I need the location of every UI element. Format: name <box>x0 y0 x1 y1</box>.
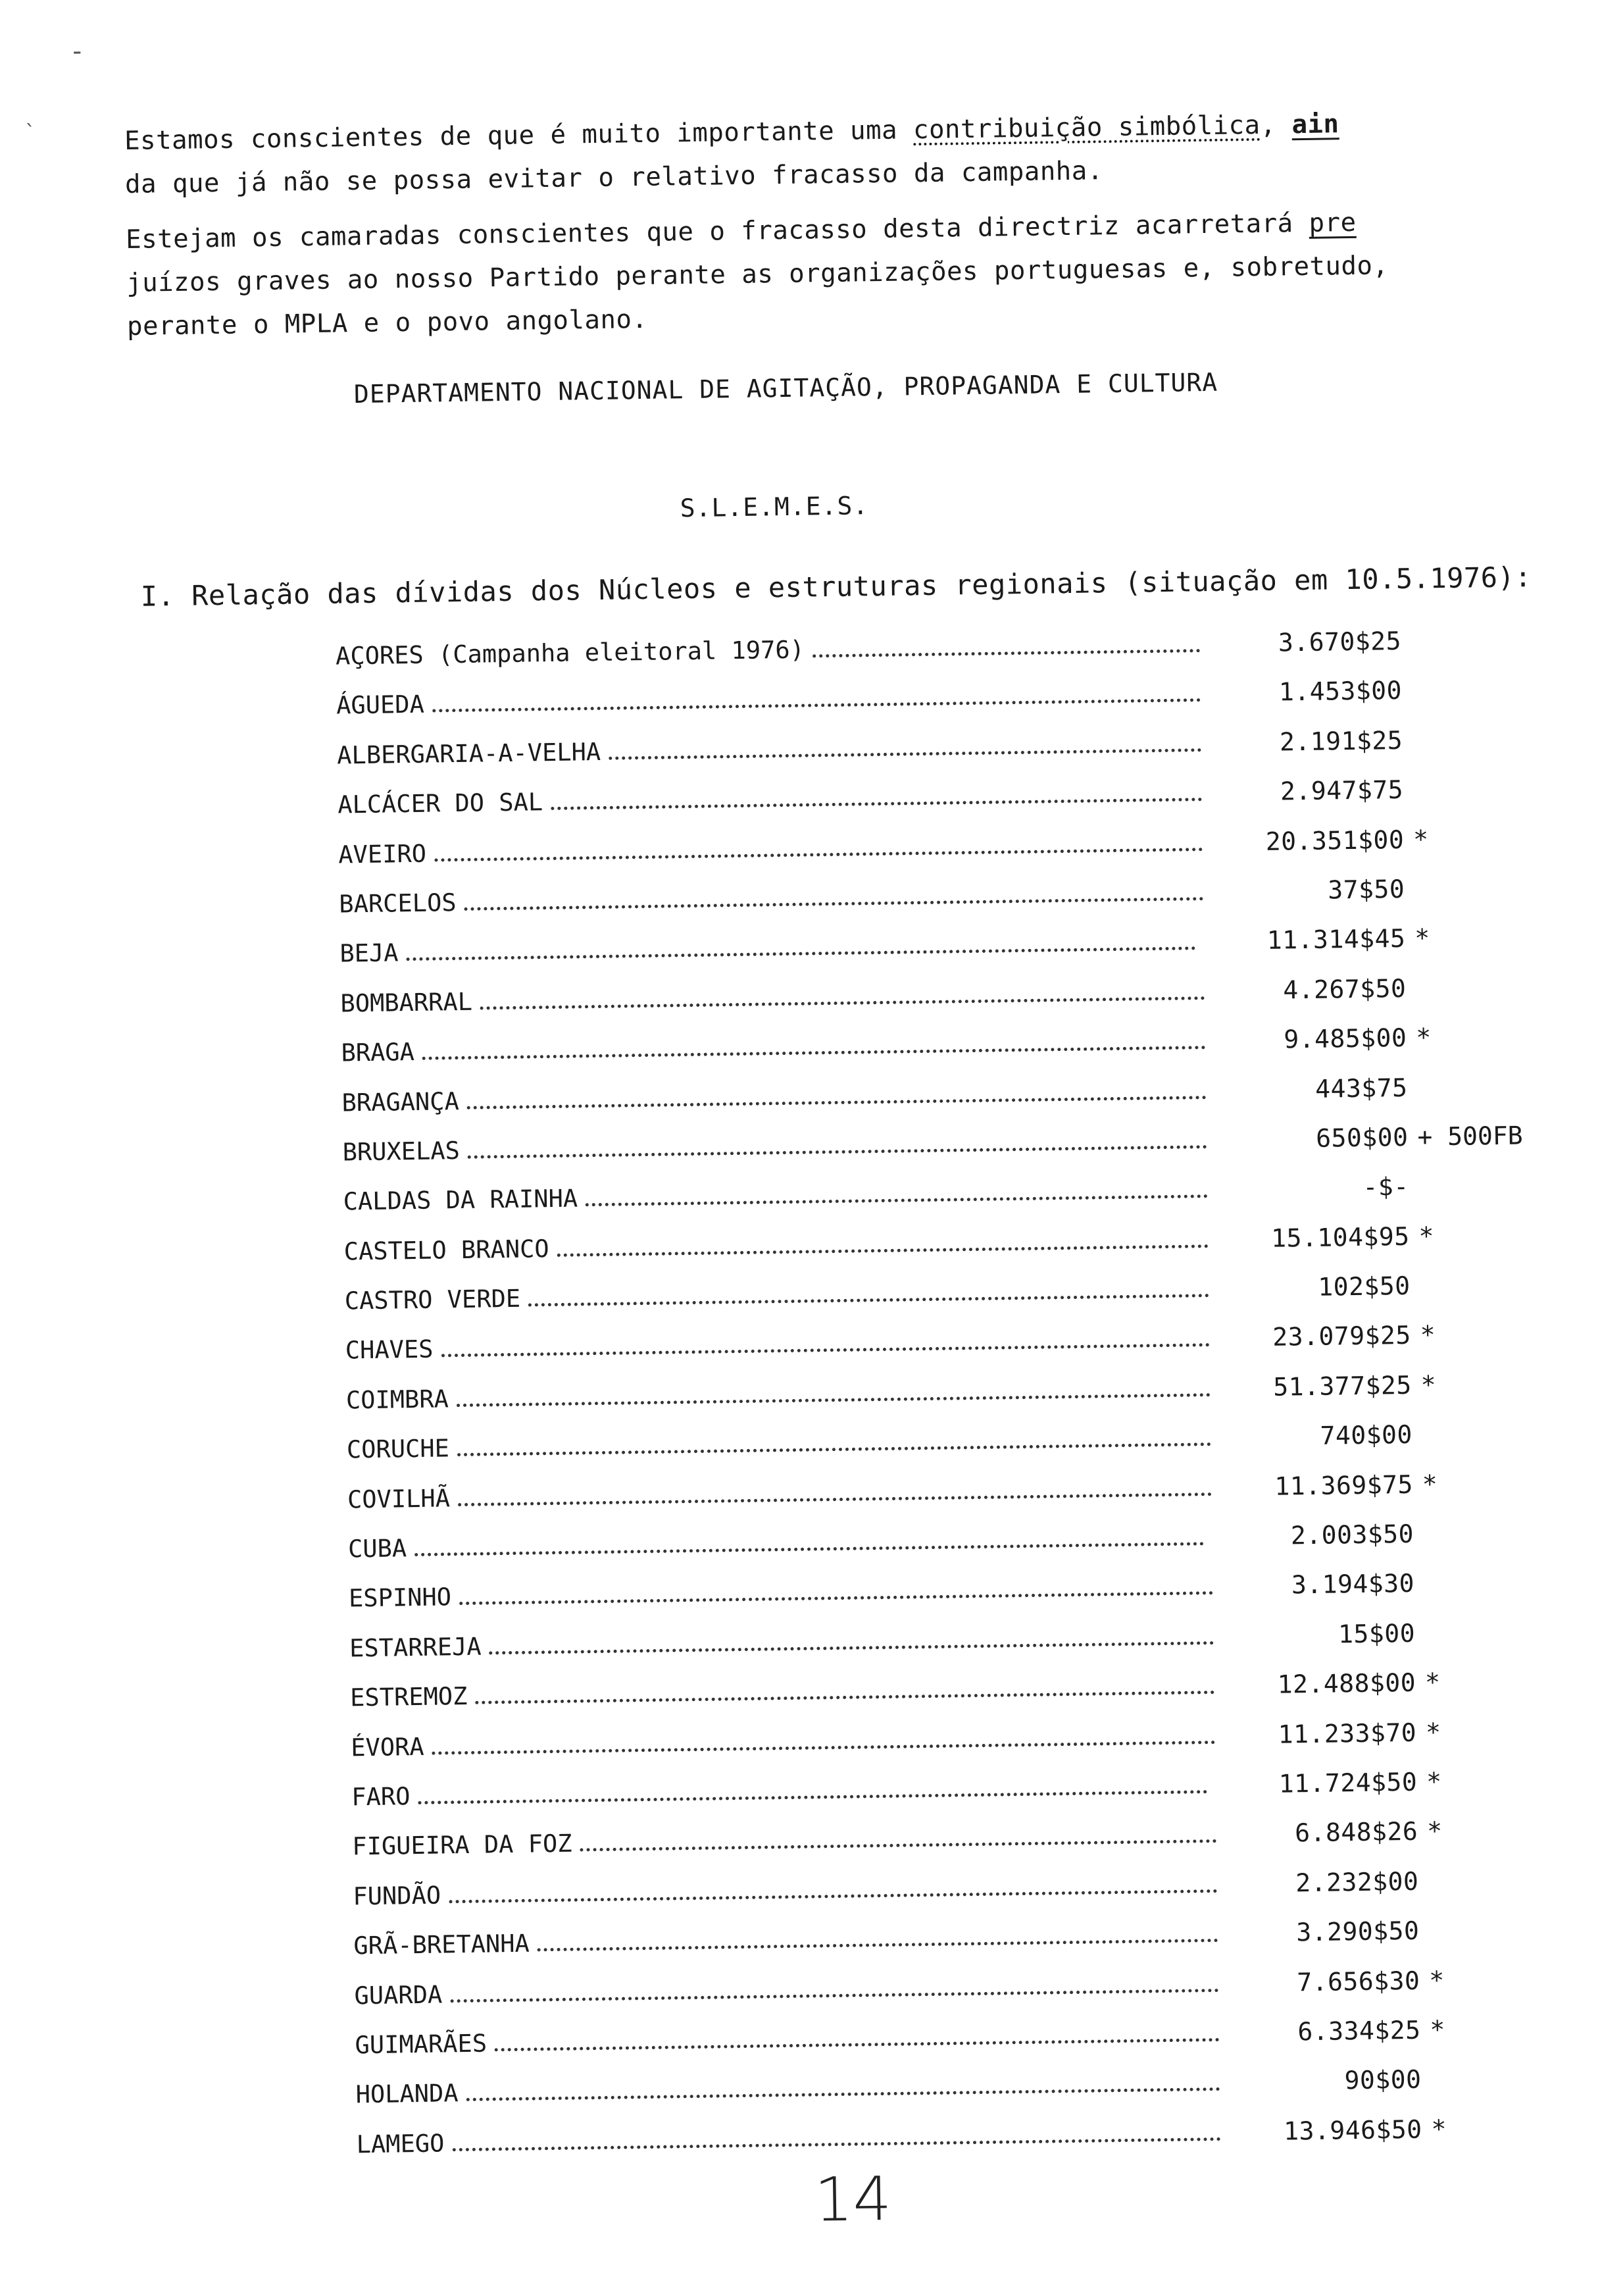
debt-nucleus-name: ESTARREJA <box>349 1632 482 1663</box>
debt-mark <box>1412 1442 1514 1443</box>
debt-mark <box>1408 1094 1509 1096</box>
debt-amount: 3.290$50 <box>1296 1916 1420 1947</box>
debt-nucleus-name: FIGUEIRA DA FOZ <box>352 1829 572 1861</box>
debt-nucleus-name: GRÃ-BRETANHA <box>353 1929 530 1960</box>
dot-leader <box>586 1194 1208 1206</box>
debt-nucleus-name: AVEIRO <box>338 839 427 869</box>
debt-nucleus-name: COIMBRA <box>345 1385 449 1415</box>
debt-mark <box>1420 1938 1521 1939</box>
debt-nucleus-name: BARCELOS <box>339 888 457 919</box>
debt-nucleus-name: BRAGA <box>341 1038 415 1067</box>
debt-amount: 13.946$50 <box>1283 2114 1422 2146</box>
debt-amount: 11.724$50 <box>1278 1767 1418 1799</box>
debt-mark: * <box>1426 1816 1443 1846</box>
dot-leader <box>464 897 1204 911</box>
section-title: I. Relação das dívidas dos Núcleos e estruturas regionais (situação em 10.5.1976): <box>140 561 1532 613</box>
debt-mark: * <box>1426 1767 1442 1797</box>
dot-leader <box>538 1939 1218 1951</box>
debt-mark: * <box>1412 824 1429 854</box>
debt-amount: 15.104$95 <box>1270 1221 1410 1253</box>
debt-name-block <box>336 630 1204 671</box>
dot-leader <box>459 1591 1213 1605</box>
debt-amount: 443$75 <box>1314 1073 1408 1104</box>
debt-mark <box>1405 896 1506 898</box>
dot-leader <box>480 996 1205 1009</box>
debt-nucleus-name: HOLANDA <box>355 2079 459 2109</box>
dot-leader <box>457 1393 1211 1407</box>
debt-mark <box>1402 698 1503 699</box>
p1-line2: da que já não se possa evitar o relativo fracasso da campanha. <box>124 156 1104 199</box>
debt-amount: 2.191$25 <box>1279 725 1403 757</box>
dot-leader <box>476 1691 1215 1704</box>
debt-mark: * <box>1418 1221 1434 1251</box>
debt-mark: * <box>1420 1320 1436 1350</box>
debt-amount: 3.670$25 <box>1278 626 1402 657</box>
p2-line1-end: pre <box>1309 207 1357 238</box>
debt-nucleus-name: ESPINHO <box>348 1583 452 1613</box>
dot-leader <box>528 1294 1209 1306</box>
dot-leader <box>450 1989 1218 2003</box>
intro-paragraph-1 <box>124 101 1455 207</box>
debt-mark: * <box>1429 1965 1445 1995</box>
margin-mark-tick: ` <box>24 120 37 145</box>
dot-leader <box>449 1889 1217 1903</box>
dot-leader <box>458 1492 1212 1506</box>
debt-nucleus-name: CASTELO BRANCO <box>343 1234 549 1266</box>
debt-mark <box>1403 748 1504 749</box>
debt-nucleus-name: CORUCHE <box>346 1434 450 1464</box>
debt-mark: * <box>1416 1023 1432 1052</box>
dot-leader <box>813 649 1200 657</box>
debts-list <box>336 625 1541 2179</box>
debt-mark: * <box>1420 1370 1436 1400</box>
debt-nucleus-name: LAMEGO <box>356 2129 445 2159</box>
debt-mark: * <box>1414 923 1430 954</box>
dot-leader <box>580 1839 1217 1852</box>
dot-leader <box>414 1542 1204 1556</box>
dot-leader <box>489 1641 1214 1654</box>
debt-amount: 2.947$75 <box>1280 775 1404 806</box>
dot-leader <box>441 1344 1210 1358</box>
debt-amount: 11.369$75 <box>1274 1469 1414 1501</box>
debt-nucleus-name: BEJA <box>339 938 399 968</box>
p2-line2: juízos graves ao nosso Partido perante as organizações portuguesas e, sobretudo, <box>126 251 1389 298</box>
debt-nucleus-name: GUIMARÃES <box>355 2029 488 2060</box>
dot-leader <box>466 2087 1220 2101</box>
dot-leader <box>457 1442 1211 1456</box>
debt-mark <box>1422 2087 1523 2088</box>
dot-leader <box>609 748 1201 760</box>
dot-leader <box>422 1046 1206 1060</box>
dot-leader <box>557 1244 1209 1257</box>
intro-paragraph-2 <box>126 200 1457 349</box>
debt-amount: 2.232$00 <box>1295 1866 1419 1898</box>
dot-leader <box>551 798 1202 810</box>
debt-amount: 51.377$25 <box>1273 1370 1412 1402</box>
debt-amount: 3.194$30 <box>1291 1569 1415 1600</box>
debt-nucleus-name: ÁGUEDA <box>336 690 425 720</box>
debt-nucleus-name: CUBA <box>347 1534 407 1564</box>
debt-mark <box>1414 1541 1515 1543</box>
margin-mark-dash: - <box>68 36 86 67</box>
debt-mark: * <box>1422 1469 1438 1499</box>
debt-amount: 4.267$50 <box>1283 973 1407 1005</box>
debt-mark <box>1403 797 1505 798</box>
debt-amount: 11.233$70 <box>1278 1718 1417 1749</box>
debt-nucleus-name: BRUXELAS <box>342 1136 461 1167</box>
debt-amount: 20.351$00 <box>1265 825 1405 856</box>
debt-amount: 23.079$25 <box>1272 1321 1411 1352</box>
p1-line1-end: ain <box>1291 109 1339 140</box>
debt-mark <box>1411 1293 1512 1294</box>
debt-amount: 7.656$30 <box>1297 1966 1420 1997</box>
debt-nucleus-name: AÇORES (Campanha eleitoral 1976) <box>335 635 805 671</box>
dot-leader <box>418 1790 1208 1804</box>
debt-amount: 12.488$00 <box>1277 1668 1416 1699</box>
debt-nucleus-name: CALDAS DA RAINHA <box>343 1184 578 1216</box>
p1-line1-post: , <box>1260 110 1292 140</box>
dot-leader <box>452 2137 1220 2151</box>
debt-nucleus-name: ESTREMOZ <box>349 1682 468 1712</box>
debt-mark <box>1401 648 1503 650</box>
dot-leader <box>432 1741 1216 1755</box>
debt-mark <box>1414 1591 1516 1592</box>
debt-nucleus-name: GUARDA <box>354 1980 443 2010</box>
debt-nucleus-name: ÉVORA <box>350 1732 424 1762</box>
debt-nucleus-name: FARO <box>351 1782 411 1812</box>
debt-nucleus-name: CASTRO VERDE <box>344 1284 521 1315</box>
debt-amount: 11.314$45 <box>1266 924 1406 956</box>
debt-nucleus-name: COVILHÃ <box>347 1483 451 1514</box>
debt-mark: * <box>1430 2015 1445 2045</box>
debt-mark: * <box>1424 1668 1441 1697</box>
dot-leader <box>468 1145 1207 1159</box>
debt-amount: 90$00 <box>1344 2065 1422 2095</box>
debt-mark <box>1418 1888 1520 1889</box>
dot-leader <box>432 699 1201 713</box>
page-number: 14 <box>814 2164 892 2235</box>
debt-amount: 102$50 <box>1318 1271 1411 1302</box>
dot-leader <box>434 848 1203 861</box>
debt-nucleus-name: CHAVES <box>345 1335 434 1365</box>
debt-amount: 6.848$26 <box>1294 1817 1418 1848</box>
debt-amount: 15$00 <box>1338 1618 1416 1649</box>
debt-nucleus-name: BRAGANÇA <box>341 1086 460 1117</box>
p1-underlined-phrase: contribuição simbólica <box>913 110 1261 145</box>
debt-mark: * <box>1425 1717 1441 1747</box>
debt-amount: 6.334$25 <box>1297 2015 1421 2047</box>
organization-acronym: S.L.E.M.E.S. <box>680 491 869 523</box>
debt-mark: * <box>1431 2114 1447 2144</box>
debt-nucleus-name: FUNDÃO <box>353 1881 441 1911</box>
debt-amount: 740$00 <box>1320 1420 1413 1451</box>
debt-amount: 1.453$00 <box>1278 676 1403 707</box>
debt-mark <box>1407 995 1508 996</box>
debt-amount: -$- <box>1362 1172 1409 1202</box>
dot-leader <box>407 947 1196 961</box>
debt-nucleus-name: ALCÁCER DO SAL <box>337 788 543 819</box>
debt-amount: 650$00 <box>1315 1122 1409 1153</box>
debt-amount: 37$50 <box>1328 874 1405 905</box>
debt-mark: + 500FB <box>1417 1121 1523 1152</box>
p2-line3: perante o MPLA e o povo angolano. <box>126 304 648 342</box>
debt-amount: 2.003$50 <box>1290 1519 1414 1550</box>
debt-amount: 9.485$00 <box>1284 1023 1407 1054</box>
department-heading: DEPARTAMENTO NACIONAL DE AGITAÇÃO, PROPAGANDA E CULTURA <box>353 367 1218 409</box>
dot-leader <box>467 1096 1207 1110</box>
debt-mark <box>1409 1194 1511 1195</box>
dot-leader <box>495 2038 1219 2051</box>
p1-line1-pre: Estamos conscientes de que é muito importante uma <box>124 115 914 156</box>
p2-line1-pre: Estejam os camaradas conscientes que o fracasso desta directriz acarretará <box>125 208 1309 255</box>
debt-nucleus-name: ALBERGARIA-A-VELHA <box>336 737 601 770</box>
debt-mark <box>1415 1640 1516 1641</box>
debt-nucleus-name: BOMBARRAL <box>340 987 473 1018</box>
